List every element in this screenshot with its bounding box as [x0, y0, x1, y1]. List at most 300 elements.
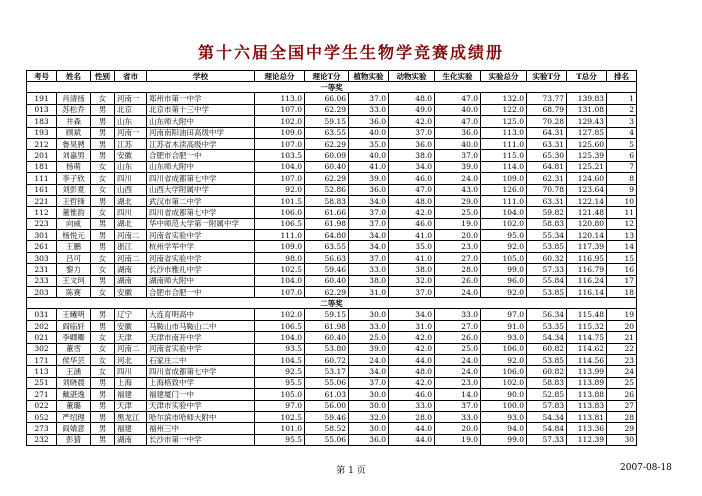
table-cell: 山东 — [115, 161, 147, 172]
table-cell: 33.0 — [349, 320, 389, 331]
table-cell: 62.29 — [305, 173, 349, 184]
table-cell: 山东师大附中 — [147, 116, 255, 127]
table-cell: 四川 — [115, 207, 147, 218]
table-row — [27, 332, 637, 343]
table-cell: 26.0 — [435, 332, 481, 343]
table-cell: 33.0 — [389, 400, 435, 411]
table-cell: 34.0 — [389, 161, 435, 172]
table-cell: 长沙市雅礼中学 — [147, 264, 255, 275]
table-cell: 24.0 — [435, 173, 481, 184]
table-cell: 107.0 — [255, 138, 305, 149]
table-cell: 男 — [91, 230, 115, 241]
table-cell: 122.0 — [481, 104, 527, 115]
table-cell: 99.0 — [481, 264, 527, 275]
table-cell: 39.0 — [349, 173, 389, 184]
table-cell: 江苏 — [115, 138, 147, 149]
table-cell: 63.55 — [305, 127, 349, 138]
table-cell: 120.14 — [567, 230, 607, 241]
table-cell: 河南二 — [115, 343, 147, 354]
column-header: 考号 — [27, 71, 57, 82]
table-cell: 向威 — [57, 218, 91, 229]
table-cell: 河南省实验中学 — [147, 343, 255, 354]
table-cell: 10 — [607, 195, 637, 206]
table-cell: 93.0 — [481, 411, 527, 422]
table-cell: 黑龙江 — [115, 411, 147, 422]
table-cell: 38.0 — [389, 264, 435, 275]
table-cell: 44.0 — [389, 354, 435, 365]
table-cell: 25.0 — [349, 332, 389, 343]
table-cell: 33.0 — [435, 309, 481, 320]
table-cell: 杨悦元 — [57, 230, 91, 241]
table-cell: 42.0 — [389, 332, 435, 343]
table-cell: 河南一 — [115, 93, 147, 104]
table-cell: 105.0 — [255, 389, 305, 400]
table-cell: 223 — [27, 218, 57, 229]
award-section-header — [27, 298, 637, 309]
column-header: 动物实验 — [389, 71, 435, 82]
table-cell: 102.0 — [481, 377, 527, 388]
table-row — [27, 320, 637, 331]
table-cell: 董惟韵 — [57, 207, 91, 218]
table-cell: 43.0 — [435, 184, 481, 195]
table-cell: 华中师范大学第一附属中学 — [147, 218, 255, 229]
table-cell: 37.0 — [389, 287, 435, 298]
table-cell: 191 — [27, 93, 57, 104]
table-cell: 江苏省木渎高级中学 — [147, 138, 255, 149]
table-cell: 113.36 — [567, 423, 607, 434]
table-cell: 57.33 — [527, 434, 567, 445]
table-cell: 66.06 — [305, 93, 349, 104]
table-cell: 38.0 — [389, 150, 435, 161]
table-cell: 139.83 — [567, 93, 607, 104]
table-cell: 河南南阳油田高级中学 — [147, 127, 255, 138]
table-cell: 60.82 — [527, 366, 567, 377]
table-row — [27, 264, 637, 275]
table-cell: 107.0 — [255, 104, 305, 115]
table-cell: 116.24 — [567, 275, 607, 286]
table-cell: 32.0 — [349, 411, 389, 422]
table-cell: 97.0 — [481, 309, 527, 320]
table-cell: 97.0 — [255, 400, 305, 411]
table-cell: 9 — [607, 184, 637, 195]
table-cell: 上海格致中学 — [147, 377, 255, 388]
table-row — [27, 184, 637, 195]
table-cell: 鲁昊骋 — [57, 138, 91, 149]
table-cell: 63.55 — [305, 241, 349, 252]
table-cell: 哈尔滨市哈师大附中 — [147, 411, 255, 422]
table-cell: 阎临轩 — [57, 320, 91, 331]
table-cell: 102.5 — [255, 411, 305, 422]
table-cell: 104.0 — [255, 332, 305, 343]
table-cell: 233 — [27, 275, 57, 286]
table-cell: 40.0 — [435, 138, 481, 149]
table-row — [27, 150, 637, 161]
table-cell: 30 — [607, 434, 637, 445]
column-header: 姓名 — [57, 71, 91, 82]
table-cell: 河南一 — [115, 127, 147, 138]
table-cell: 37.0 — [349, 218, 389, 229]
table-cell: 四川 — [115, 366, 147, 377]
table-cell: 36.0 — [349, 434, 389, 445]
table-cell: 116.79 — [567, 264, 607, 275]
table-cell: 44.0 — [389, 423, 435, 434]
table-cell: 男 — [91, 434, 115, 445]
table-cell: 16 — [607, 264, 637, 275]
table-cell: 33.0 — [435, 411, 481, 422]
table-cell: 彭猜 — [57, 434, 91, 445]
table-cell: 125.60 — [567, 138, 607, 149]
table-cell: 65.30 — [527, 150, 567, 161]
table-cell: 109.0 — [255, 127, 305, 138]
table-cell: 浙江 — [115, 241, 147, 252]
table-cell: 20.0 — [435, 230, 481, 241]
table-cell: 68.79 — [527, 104, 567, 115]
table-cell: 111.0 — [481, 138, 527, 149]
table-cell: 17 — [607, 275, 637, 286]
table-cell: 39.0 — [435, 161, 481, 172]
table-cell: 王曦明 — [57, 309, 91, 320]
table-cell: 2 — [607, 104, 637, 115]
table-cell: 112 — [27, 207, 57, 218]
table-cell: 91.0 — [481, 320, 527, 331]
table-cell: 92.0 — [255, 184, 305, 195]
table-cell: 55.06 — [305, 377, 349, 388]
table-row — [27, 400, 637, 411]
table-cell: 21 — [607, 332, 637, 343]
column-header: 实验总分 — [481, 71, 527, 82]
table-cell: 62.29 — [305, 287, 349, 298]
table-cell: 34.0 — [389, 309, 435, 320]
table-cell: 115.0 — [481, 150, 527, 161]
table-cell: 湖南 — [115, 275, 147, 286]
table-cell: 安徽 — [115, 150, 147, 161]
table-cell: 董雪 — [57, 343, 91, 354]
table-cell: 123.64 — [567, 184, 607, 195]
table-cell: 24.0 — [349, 354, 389, 365]
table-cell: 李卿卿 — [57, 332, 91, 343]
table-cell: 62.31 — [527, 173, 567, 184]
table-cell: 36.0 — [349, 116, 389, 127]
table-cell: 232 — [27, 434, 57, 445]
table-cell: 女 — [91, 264, 115, 275]
table-cell: 60.40 — [305, 332, 349, 343]
table-row — [27, 207, 637, 218]
column-header: 学校 — [147, 71, 255, 82]
table-cell: 56.63 — [305, 252, 349, 263]
table-cell: 36.0 — [349, 184, 389, 195]
table-cell: 56.00 — [305, 400, 349, 411]
table-cell: 60.82 — [527, 343, 567, 354]
table-cell: 安徽 — [115, 287, 147, 298]
table-cell: 181 — [27, 161, 57, 172]
table-cell: 113.81 — [567, 411, 607, 422]
table-cell: 61.66 — [305, 207, 349, 218]
table-cell: 126.0 — [481, 184, 527, 195]
column-header: 植物实验 — [349, 71, 389, 82]
table-cell: 55.06 — [305, 434, 349, 445]
table-cell: 杨萌 — [57, 161, 91, 172]
table-cell: 37.0 — [435, 400, 481, 411]
table-cell: 38.0 — [349, 275, 389, 286]
table-cell: 严绍理 — [57, 411, 91, 422]
table-cell: 14 — [607, 241, 637, 252]
table-cell: 46.0 — [389, 173, 435, 184]
table-cell: 63.31 — [527, 138, 567, 149]
table-row — [27, 377, 637, 388]
table-cell: 34.0 — [349, 230, 389, 241]
table-cell: 37.0 — [349, 93, 389, 104]
table-cell: 42.0 — [389, 116, 435, 127]
table-cell: 29 — [607, 423, 637, 434]
table-cell: 54.34 — [527, 332, 567, 343]
table-cell: 104.0 — [255, 275, 305, 286]
table-cell: 96.0 — [481, 275, 527, 286]
table-cell: 11 — [607, 207, 637, 218]
table-cell: 男 — [91, 127, 115, 138]
table-cell: 刘晓晨 — [57, 377, 91, 388]
table-cell: 106.5 — [255, 218, 305, 229]
table-cell: 212 — [27, 138, 57, 149]
table-cell: 24.0 — [435, 287, 481, 298]
results-table — [26, 70, 637, 446]
table-cell: 23.0 — [435, 377, 481, 388]
table-cell: 104.0 — [255, 161, 305, 172]
table-cell: 251 — [27, 377, 57, 388]
table-cell: 120.80 — [567, 218, 607, 229]
table-cell: 39.0 — [349, 343, 389, 354]
table-cell: 男 — [91, 423, 115, 434]
table-cell: 天津 — [115, 332, 147, 343]
table-cell: 90.0 — [481, 389, 527, 400]
table-cell: 052 — [27, 411, 57, 422]
table-cell: 22 — [607, 343, 637, 354]
table-cell: 183 — [27, 116, 57, 127]
table-cell: 河南二 — [115, 230, 147, 241]
table-cell: 44.0 — [389, 434, 435, 445]
table-cell: 55.34 — [527, 230, 567, 241]
table-cell: 93.0 — [481, 332, 527, 343]
table-cell: 57.83 — [527, 400, 567, 411]
table-cell: 60.32 — [527, 252, 567, 263]
table-cell: 112.39 — [567, 434, 607, 445]
table-cell: 102.5 — [255, 264, 305, 275]
table-row — [27, 127, 637, 138]
table-cell: 25 — [607, 377, 637, 388]
table-cell: 47.0 — [435, 116, 481, 127]
table-row — [27, 354, 637, 365]
table-cell: 30.0 — [349, 309, 389, 320]
table-cell: 115.32 — [567, 320, 607, 331]
column-header: 实验T分 — [527, 71, 567, 82]
table-cell: 31.0 — [349, 287, 389, 298]
table-cell: 56.34 — [527, 309, 567, 320]
table-cell: 河南省实验中学 — [147, 230, 255, 241]
table-cell: 北京 — [115, 104, 147, 115]
table-cell: 42.0 — [389, 377, 435, 388]
table-cell: 114.56 — [567, 354, 607, 365]
table-cell: 99.0 — [481, 434, 527, 445]
table-cell: 113.0 — [255, 93, 305, 104]
table-cell: 53.35 — [527, 320, 567, 331]
table-cell: 271 — [27, 389, 57, 400]
table-cell: 肖清扬 — [57, 93, 91, 104]
table-cell: 127.85 — [567, 127, 607, 138]
table-row — [27, 252, 637, 263]
table-cell: 36.0 — [389, 138, 435, 149]
table-cell: 天津市南开中学 — [147, 332, 255, 343]
table-cell: 19 — [607, 309, 637, 320]
table-cell: 王文珂 — [57, 275, 91, 286]
table-cell: 6 — [607, 150, 637, 161]
table-cell: 41.0 — [349, 161, 389, 172]
table-cell: 辽宁 — [115, 309, 147, 320]
table-cell: 34.0 — [349, 241, 389, 252]
table-cell: 福建 — [115, 423, 147, 434]
table-cell: 129.43 — [567, 116, 607, 127]
table-cell: 62.29 — [305, 138, 349, 149]
table-row — [27, 104, 637, 115]
table-cell: 59.82 — [527, 207, 567, 218]
table-cell: 戴湛逸 — [57, 389, 91, 400]
table-cell: 111 — [27, 173, 57, 184]
table-cell: 117.39 — [567, 241, 607, 252]
table-cell: 53.85 — [527, 354, 567, 365]
table-cell: 8 — [607, 173, 637, 184]
table-cell: 95.5 — [255, 434, 305, 445]
table-cell: 60.40 — [305, 161, 349, 172]
table-cell: 男 — [91, 138, 115, 149]
table-cell: 42.0 — [389, 207, 435, 218]
table-cell: 203 — [27, 287, 57, 298]
table-row — [27, 138, 637, 149]
table-row — [27, 434, 637, 445]
table-cell: 61.03 — [305, 389, 349, 400]
table-cell: 40.0 — [349, 127, 389, 138]
table-cell: 女 — [91, 366, 115, 377]
table-cell: 女 — [91, 332, 115, 343]
table-cell: 114.0 — [481, 161, 527, 172]
table-cell: 59.46 — [305, 264, 349, 275]
table-row — [27, 389, 637, 400]
table-row — [27, 173, 637, 184]
table-cell: 大连育明高中 — [147, 309, 255, 320]
table-cell: 116.95 — [567, 252, 607, 263]
table-cell: 36.0 — [435, 127, 481, 138]
table-cell: 022 — [27, 400, 57, 411]
table-cell: 1 — [607, 93, 637, 104]
table-cell: 四川省成都第七中学 — [147, 173, 255, 184]
table-cell: 46.0 — [389, 218, 435, 229]
table-cell: 男 — [91, 241, 115, 252]
table-cell: 111.0 — [481, 195, 527, 206]
award-label: 二等奖 — [27, 298, 637, 309]
award-section-header — [27, 82, 637, 93]
table-cell: 53.85 — [527, 287, 567, 298]
table-cell: 18 — [607, 287, 637, 298]
table-row — [27, 343, 637, 354]
table-cell: 201 — [27, 150, 57, 161]
award-label: 一等奖 — [27, 82, 637, 93]
table-cell: 53.80 — [305, 343, 349, 354]
table-cell: 合肥市合肥一中 — [147, 150, 255, 161]
table-cell: 103.5 — [255, 150, 305, 161]
table-cell: 70.28 — [527, 116, 567, 127]
table-cell: 61.98 — [305, 218, 349, 229]
table-cell: 37.0 — [349, 207, 389, 218]
table-cell: 013 — [27, 104, 57, 115]
table-cell: 107.0 — [255, 173, 305, 184]
table-cell: 湖北 — [115, 195, 147, 206]
table-cell: 13 — [607, 230, 637, 241]
table-cell: 109.0 — [481, 173, 527, 184]
table-cell: 李子欣 — [57, 173, 91, 184]
table-cell: 106.0 — [481, 366, 527, 377]
table-cell: 马鞍山市马鞍山二中 — [147, 320, 255, 331]
table-cell: 106.5 — [255, 320, 305, 331]
table-cell: 河北 — [115, 354, 147, 365]
table-cell: 女 — [91, 207, 115, 218]
table-cell: 113 — [27, 366, 57, 377]
table-cell: 四川 — [115, 173, 147, 184]
table-cell: 58.83 — [527, 377, 567, 388]
table-cell: 171 — [27, 354, 57, 365]
table-cell: 58.83 — [527, 218, 567, 229]
table-cell: 顾斌 — [57, 127, 91, 138]
table-cell: 64.80 — [305, 230, 349, 241]
table-cell: 井森 — [57, 116, 91, 127]
table-cell: 女 — [91, 343, 115, 354]
table-cell: 女 — [91, 354, 115, 365]
table-cell: 48.0 — [389, 93, 435, 104]
table-cell: 113.99 — [567, 366, 607, 377]
table-cell: 杭州学军中学 — [147, 241, 255, 252]
table-cell: 15 — [607, 252, 637, 263]
table-cell: 34.0 — [349, 366, 389, 377]
table-cell: 95.0 — [481, 230, 527, 241]
table-cell: 29.0 — [435, 195, 481, 206]
table-cell: 30.0 — [349, 389, 389, 400]
table-cell: 92.5 — [255, 366, 305, 377]
table-cell: 111.0 — [255, 230, 305, 241]
table-cell: 25.0 — [435, 343, 481, 354]
table-cell: 302 — [27, 343, 57, 354]
table-cell: 92.0 — [481, 287, 527, 298]
table-cell: 男 — [91, 400, 115, 411]
table-cell: 安徽 — [115, 320, 147, 331]
table-row — [27, 309, 637, 320]
table-cell: 20.0 — [435, 423, 481, 434]
table-cell: 59.15 — [305, 116, 349, 127]
table-cell: 64.31 — [527, 127, 567, 138]
table-cell: 105.0 — [481, 252, 527, 263]
table-cell: 101.5 — [255, 195, 305, 206]
table-cell: 101.0 — [255, 423, 305, 434]
page-number: 第 1 页 — [336, 466, 366, 476]
table-cell: 63.31 — [527, 195, 567, 206]
table-cell: 女 — [91, 184, 115, 195]
table-cell: 天津市实验中学 — [147, 400, 255, 411]
table-cell: 59.46 — [305, 411, 349, 422]
table-cell: 3 — [607, 116, 637, 127]
table-cell: 武汉市第二中学 — [147, 195, 255, 206]
table-cell: 男 — [91, 320, 115, 331]
table-cell: 40.0 — [435, 104, 481, 115]
table-cell: 59.15 — [305, 309, 349, 320]
table-cell: 河南省实验中学 — [147, 252, 255, 263]
table-cell: 男 — [91, 116, 115, 127]
table-cell: 121.48 — [567, 207, 607, 218]
table-cell: 46.0 — [389, 389, 435, 400]
